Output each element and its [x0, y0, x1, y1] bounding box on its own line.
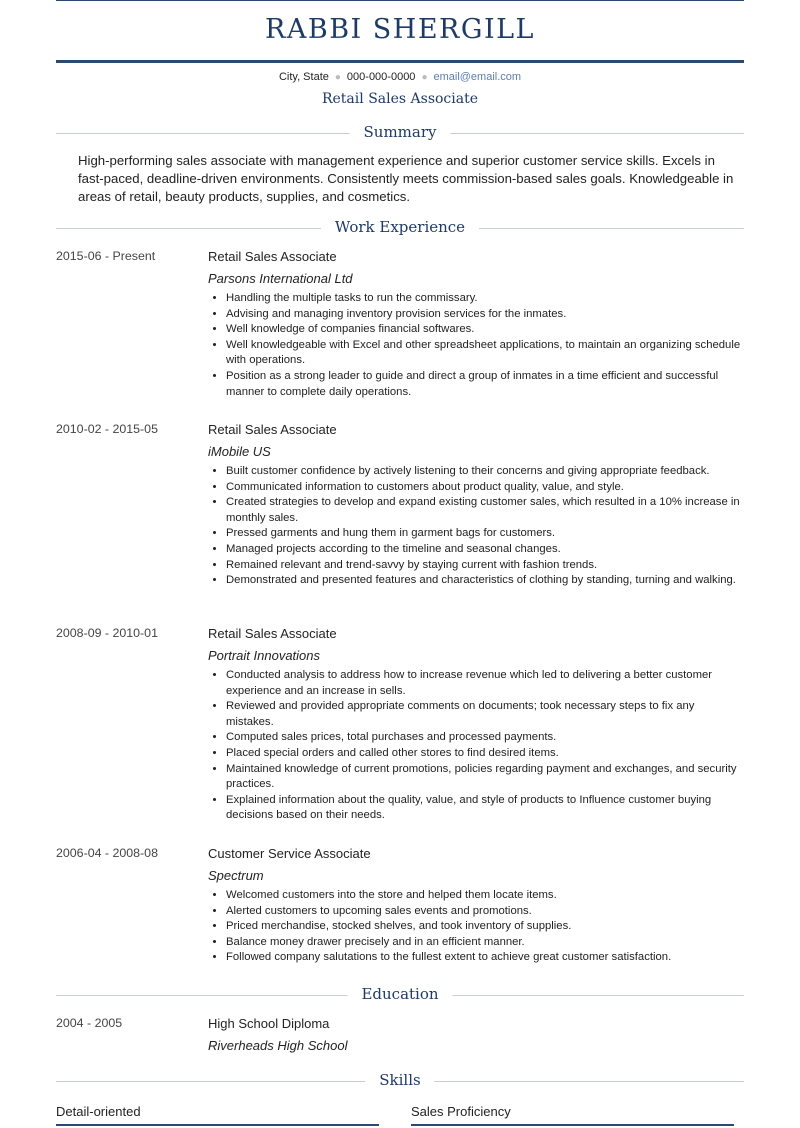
job-content	[208, 422, 744, 589]
job-content	[208, 249, 744, 400]
job-bullets	[208, 888, 744, 966]
job-bullet: • Followed company salutations to the fullest extent to achieve great customer satisfaction.	[226, 950, 744, 966]
section-title: Work Experience	[321, 218, 479, 236]
section-title: Education	[347, 985, 452, 1003]
job-bullet: • Created strategies to develop and expand existing customer sales, which resulted in a 10% increase in monthly sales.	[226, 495, 744, 526]
job-company: Portrait Innovations	[208, 648, 321, 663]
job-title: Retail Sales Associate	[208, 626, 337, 641]
job-content	[208, 626, 744, 824]
name-underline	[56, 60, 744, 63]
section-title: Summary	[350, 123, 451, 141]
summary-text: High-performing sales associate with management experience and superior customer service skills. Excels in fast-paced, deadline-driven environments. Consistently meets commission-based sales goals. Knowledgeable in areas of retail, beauty products, supplies, and cosmetics.	[78, 153, 734, 204]
job-bullet: • Handling the multiple tasks to run the commissary.	[226, 291, 744, 307]
job-bullets	[208, 668, 744, 824]
job-bullet: • Position as a strong leader to guide and direct a group of inmates in a time efficient and successful manner to complete daily operations.	[226, 369, 744, 400]
education-degree: High School Diploma	[208, 1016, 330, 1031]
job-bullet: • Demonstrated and presented features and characteristics of clothing by standing, turning and walking.	[226, 573, 744, 589]
skill-item: Sales Proficiency	[411, 1104, 511, 1119]
job-bullet: • Balance money drawer precisely and in an efficient manner.	[226, 935, 744, 951]
job-company: iMobile US	[208, 444, 271, 459]
job-bullet: • Pressed garments and hung them in garment bags for customers.	[226, 526, 744, 542]
section-title: Skills	[365, 1071, 434, 1089]
experience-section-heading	[56, 218, 744, 238]
phone-text: 000-000-0000	[346, 71, 416, 83]
skills-section-heading	[56, 1071, 744, 1091]
job-bullet: • Built customer confidence by actively listening to their concerns and giving appropriate feedback.	[226, 464, 744, 480]
job-bullet: • Advising and managing inventory provision services for the inmates.	[226, 307, 744, 323]
job-title: Retail Sales Associate	[208, 249, 337, 264]
location-text: City, State	[278, 71, 329, 83]
role-title: Retail Sales Associate	[321, 91, 479, 107]
job-company: Spectrum	[208, 868, 264, 883]
job-bullets	[208, 464, 744, 589]
job-bullets	[208, 291, 744, 400]
job-dates: 2008-09 - 2010-01	[56, 626, 158, 640]
job-dates: 2006-04 - 2008-08	[56, 846, 158, 860]
job-title: Customer Service Associate	[208, 846, 371, 861]
job-bullet: • Alerted customers to upcoming sales events and promotions.	[226, 904, 744, 920]
job-bullet: • Remained relevant and trend-savvy by staying current with fashion trends.	[226, 558, 744, 574]
separator-dot-icon: ●	[334, 72, 341, 83]
job-bullet: • Communicated information to customers about product quality, value, and style.	[226, 480, 744, 496]
job-bullet: • Managed projects according to the timeline and seasonal changes.	[226, 542, 744, 558]
job-bullet: • Explained information about the quality, value, and style of products to Influence customer buying decisions based on their needs.	[226, 793, 744, 824]
contact-line	[56, 71, 744, 83]
job-bullet: • Priced merchandise, stocked shelves, and took inventory of supplies.	[226, 919, 744, 935]
email-link[interactable]: email@email.com	[433, 71, 522, 83]
education-dates: 2004 - 2005	[56, 1016, 123, 1030]
job-title: Retail Sales Associate	[208, 422, 337, 437]
job-bullet: • Well knowledge of companies financial softwares.	[226, 322, 744, 338]
job-bullet: • Reviewed and provided appropriate comments on documents; took necessary steps to fix any mistakes.	[226, 699, 744, 730]
education-school: Riverheads High School	[208, 1038, 348, 1053]
skill-item: Detail-oriented	[56, 1104, 141, 1119]
job-bullet: • Computed sales prices, total purchases and processed payments.	[226, 730, 744, 746]
top-rule	[56, 0, 744, 1]
job-company: Parsons International Ltd	[208, 271, 353, 286]
job-content	[208, 846, 744, 966]
job-dates: 2010-02 - 2015-05	[56, 422, 158, 436]
job-bullet: • Conducted analysis to address how to increase revenue which led to delivering a better customer experience and an increase in sells.	[226, 668, 744, 699]
education-content	[208, 1016, 744, 1058]
skill-level-bar	[411, 1124, 734, 1126]
job-bullet: • Placed special orders and called other stores to find desired items.	[226, 746, 744, 762]
separator-dot-icon: ●	[421, 72, 428, 83]
job-bullet: • Maintained knowledge of current promotions, policies regarding payment and exchanges, and security practices.	[226, 762, 744, 793]
skill-level-bar	[56, 1124, 379, 1126]
summary-section-heading	[56, 123, 744, 143]
candidate-name: RABBI SHERGILL	[265, 14, 535, 45]
job-bullet: • Well knowledgeable with Excel and other spreadsheet applications, to maintain an organizing schedule with operations.	[226, 338, 744, 369]
job-bullet: • Welcomed customers into the store and helped them locate items.	[226, 888, 744, 904]
education-section-heading	[56, 985, 744, 1005]
job-dates: 2015-06 - Present	[56, 249, 156, 263]
